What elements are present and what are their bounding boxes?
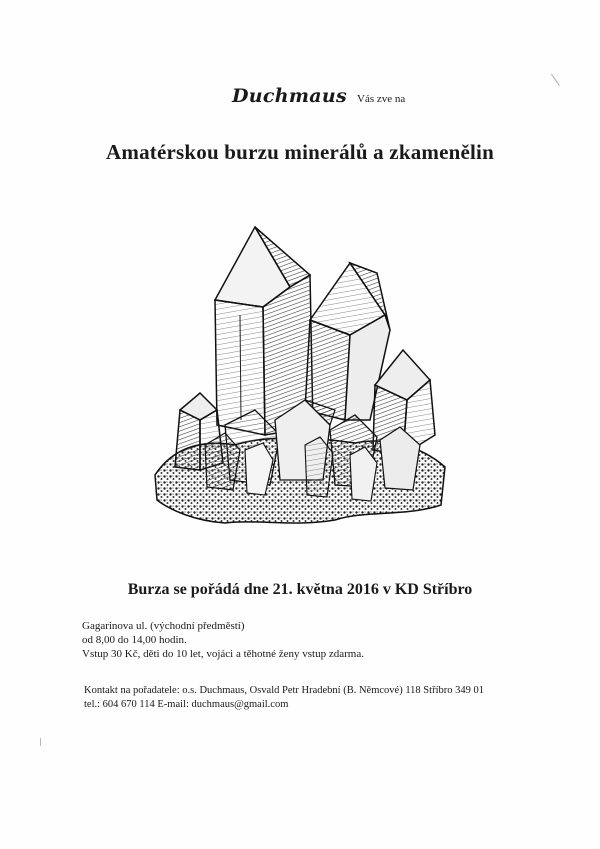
- phone-email-line: tel.: 604 670 114 E-mail: duchmaus@gmail.com: [84, 699, 289, 710]
- address-line: Gagarinova ul. (východní předměstí): [82, 620, 245, 632]
- event-date-location: Burza se pořádá dne 21. května 2016 v KD Stříbro: [127, 581, 473, 598]
- crystal-cluster-illustration: [145, 205, 455, 545]
- contact-block: [84, 684, 484, 712]
- event-details: [82, 619, 364, 661]
- scan-artifact: [551, 68, 568, 86]
- page-title: Amatérskou burzu minerálů a zkamenělin: [106, 140, 494, 164]
- scan-artifact-tick: [40, 738, 41, 746]
- organizer-line: Kontakt na pořadatele: o.s. Duchmaus, Osvald Petr Hradební (B. Němcové) 118 Stříbro 349 01: [84, 685, 484, 696]
- hours-line: od 8,00 do 14,00 hodin.: [82, 634, 187, 646]
- entry-line: Vstup 30 Kč, děti do 10 let, vojáci a těhotné ženy vstup zdarma.: [82, 648, 364, 660]
- invite-text: Vás zve na: [357, 93, 406, 105]
- brand-logo: Duchmaus: [232, 85, 347, 107]
- header: [232, 85, 405, 107]
